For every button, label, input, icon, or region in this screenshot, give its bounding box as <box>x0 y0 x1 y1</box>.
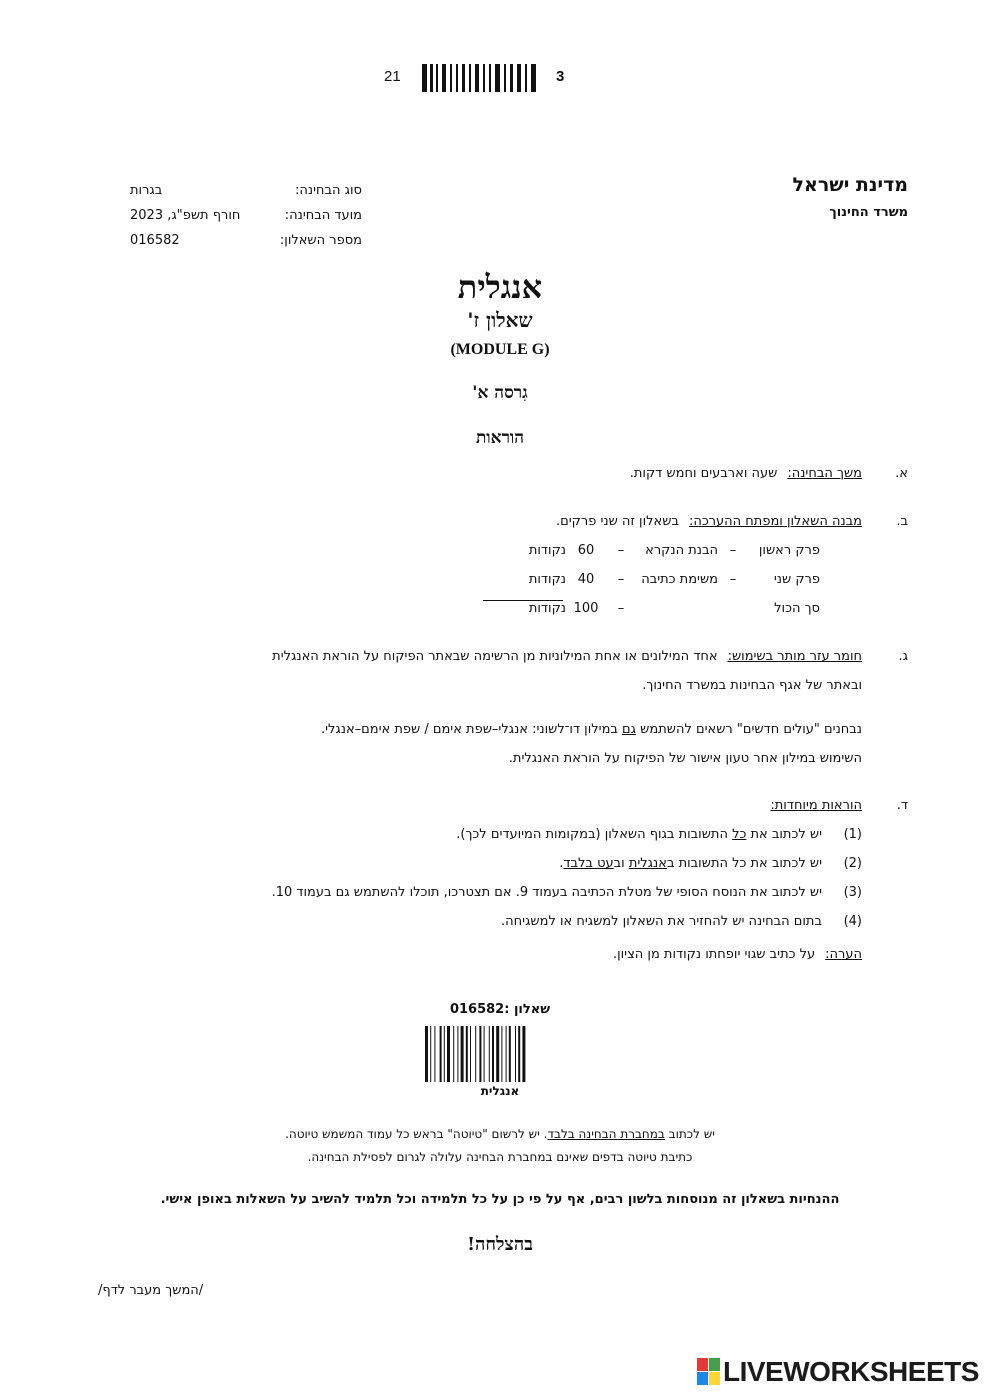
total-points: 100 <box>573 601 599 616</box>
section-b-line <box>556 514 862 529</box>
item-number: (4) <box>843 914 862 929</box>
dash: – <box>617 543 625 558</box>
part-unit: נקודות <box>528 572 566 587</box>
text: יש לכתוב <box>664 1127 715 1141</box>
emphasis: כל <box>732 827 747 842</box>
exam-date-label: מועד הבחינה: <box>284 208 362 223</box>
dash: – <box>617 601 625 616</box>
section-a-label: משך הבחינה: <box>787 466 862 481</box>
exam-date-value: חורף תשפ"ג, 2023 <box>130 208 241 223</box>
text: . יש לרשום "טיוטה" בראש כל עמוד המשמש טיוטה. <box>285 1127 548 1141</box>
section-a-text: שעה וארבעים וחמש דקות. <box>629 466 778 481</box>
emphasis: עט בלבד <box>563 856 614 871</box>
section-c-line-1 <box>272 649 862 664</box>
total-unit: נקודות <box>528 601 566 616</box>
item-number: (1) <box>843 827 862 842</box>
emphasis: אנגלית <box>628 856 667 871</box>
item-3-text: יש לכתוב את הנוסח הסופי של מטלת הכתיבה בעמוד 9. אם תצטרכו, תוכלו להשתמש גם בעמוד 10. <box>271 885 822 900</box>
good-luck: בהצלחה! <box>467 1234 533 1255</box>
text: התשובות בגוף השאלון (במקומות המיועדים לכך). <box>456 827 733 842</box>
draft-note-2: כתיבת טיוטה בדפים שאינם במחברת הבחינה עלולה לגרום לפסילת הבחינה. <box>307 1150 693 1164</box>
emphasis: במחברת הבחינה בלבד <box>547 1127 665 1141</box>
liveworksheets-logo-text: LIVEWORKSHEETS <box>723 1356 979 1387</box>
total-label: סך הכול <box>774 601 820 616</box>
part-points: 60 <box>577 543 595 558</box>
exam-number-value: 016582 <box>130 233 180 248</box>
section-c-line-3 <box>321 722 862 737</box>
section-c-letter: ג. <box>898 649 908 664</box>
exam-type-value: בגרות <box>130 183 163 198</box>
dash: – <box>729 543 737 558</box>
dash: – <box>617 572 625 587</box>
version-title: גִרסה א' <box>472 383 528 403</box>
exam-type-label: סוג הבחינה: <box>295 183 362 198</box>
part-section: הבנת הנקרא <box>645 543 718 558</box>
continue-note: /המשך מעבר לדף/ <box>98 1283 204 1298</box>
section-a-letter: א. <box>895 466 908 481</box>
state-name: מדינת ישראל <box>792 174 908 196</box>
section-c-line-4: השימוש במילון אחר טעון אישור של הפיקוח על הוראת האנגלית. <box>508 751 862 766</box>
section-c-line-2: ובאתר של אגף הבחינות במשרד החינוך. <box>642 678 862 693</box>
emphasis: גם <box>622 722 637 737</box>
note-label: הערה: <box>825 947 862 962</box>
barcode-image <box>425 1026 571 1082</box>
section-a-line <box>630 466 862 481</box>
module-title-en: (MODULE G) <box>450 341 550 358</box>
instructions-title: הוראות <box>475 428 525 448</box>
top-barcode <box>422 64 540 92</box>
gender-note: ההנחיות בשאלון זה מנוסחות בלשון רבים, אף על פי כן על כל תלמידה וכל תלמיד להשיב על השאלות באופן אישי. <box>160 1192 840 1207</box>
barcode-label: אנגלית <box>480 1084 520 1098</box>
section-c-text: אחד המילונים או אחת המילוניות מן הרשימה שבאתר הפיקוח על הוראת האנגלית <box>272 649 718 664</box>
item-1-text <box>456 827 822 842</box>
text: יש לכתוב את <box>746 827 822 842</box>
text: במילון דו־לשוני: אנגלי–שפת אימם / שפת אימם–אנגלי. <box>320 722 623 737</box>
part-name: פרק שני <box>773 572 820 587</box>
subject-title: אנגלית <box>457 268 543 306</box>
item-number: (2) <box>843 856 862 871</box>
top-code-right-number: 3 <box>556 68 565 85</box>
exam-meta <box>130 178 362 253</box>
exam-date-row <box>130 203 362 228</box>
exam-number-label: מספר השאלון: <box>279 233 362 248</box>
section-d-label: הוראות מיוחדות: <box>770 798 862 813</box>
note-line <box>613 947 862 962</box>
points-row-part-2 <box>506 572 820 587</box>
text: יש לכתוב את כל התשובות ב <box>666 856 822 871</box>
points-row-total <box>506 601 820 616</box>
points-row-part-1 <box>506 543 820 558</box>
exam-type-row <box>130 178 362 203</box>
ministry-name: משרד החינוך <box>829 205 908 220</box>
exam-number-row <box>130 228 362 253</box>
barcode-title: שאלון :016582 <box>449 1002 551 1017</box>
item-4-text: בתום הבחינה יש להחזיר את השאלון למשגיח או למשגיחה. <box>501 914 822 929</box>
part-name: פרק ראשון <box>758 543 820 558</box>
note-text: על כתיב שגוי יופחתו נקודות מן הציון. <box>612 947 816 962</box>
text: נבחנים "עולים חדשים" רשאים להשתמש <box>636 722 862 737</box>
section-c-label: חומר עזר מותר בשימוש: <box>727 649 862 664</box>
text: . <box>559 856 564 871</box>
module-title-he: שאלון ז' <box>467 308 533 332</box>
section-b-label: מבנה השאלון ומפתח ההערכה: <box>688 514 862 529</box>
item-2-text <box>559 856 822 871</box>
liveworksheets-logo-icon <box>697 1358 721 1386</box>
part-section: משימת כתיבה <box>641 572 718 587</box>
section-d-letter: ד. <box>896 798 908 813</box>
draft-note-1 <box>0 1127 1000 1141</box>
part-unit: נקודות <box>528 543 566 558</box>
section-b-letter: ב. <box>896 514 908 529</box>
item-number: (3) <box>843 885 862 900</box>
top-code-left-number: 21 <box>384 68 401 85</box>
section-b-text: בשאלון זה שני פרקים. <box>556 514 679 529</box>
liveworksheets-logo <box>697 1356 979 1388</box>
text: וב <box>613 856 629 871</box>
dash: – <box>729 572 737 587</box>
part-points: 40 <box>577 572 595 587</box>
